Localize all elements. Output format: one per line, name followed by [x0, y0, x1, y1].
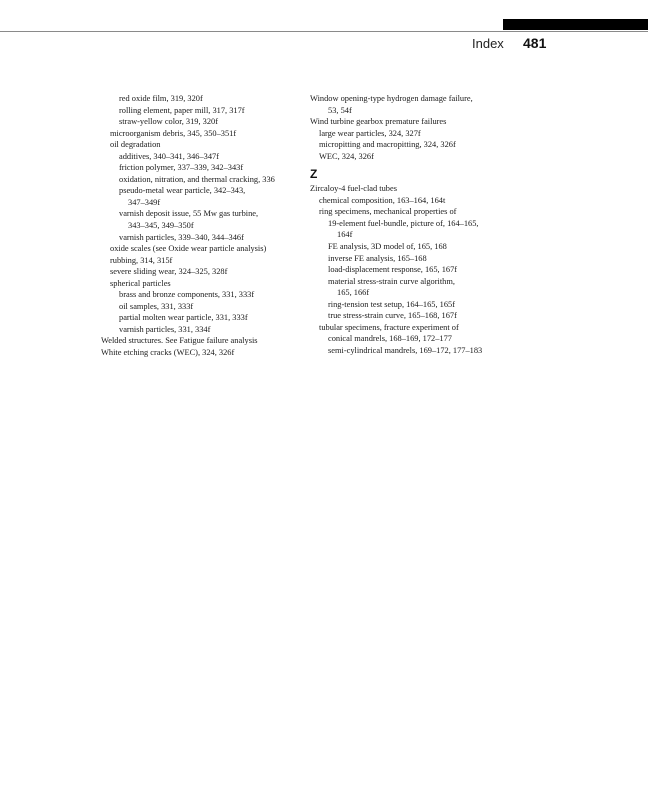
index-entry: chemical composition, 163–164, 164t [319, 195, 446, 205]
index-entry: conical mandrels, 168–169, 172–177 [328, 334, 452, 344]
index-entry: oil samples, 331, 333f [119, 301, 194, 311]
index-entry: 19-element fuel-bundle, picture of, 164–165, [328, 218, 479, 228]
index-entry: WEC, 324, 326f [319, 151, 374, 161]
index-section-z [310, 183, 530, 356]
index-entry: 53, 54f [328, 105, 352, 115]
index-entry: load-displacement response, 165, 167f [328, 265, 458, 275]
index-entry: White etching cracks (WEC), 324, 326f [101, 348, 235, 358]
index-entry: spherical particles [110, 278, 171, 288]
index-entry: tubular specimens, fracture experiment of [319, 322, 459, 332]
index-entry: ring specimens, mechanical properties of [319, 207, 457, 217]
index-entry: rolling element, paper mill, 317, 317f [119, 105, 245, 115]
index-entry: additives, 340–341, 346–347f [119, 151, 220, 161]
index-entry: Wind turbine gearbox premature failures [310, 117, 447, 127]
index-entry: friction polymer, 337–339, 342–343f [119, 163, 244, 173]
section-letter-z: Z [310, 167, 318, 182]
index-entry: Welded structures. See Fatigue failure analysis [101, 336, 258, 346]
index-entry: micropitting and macropitting, 324, 326f [319, 140, 456, 150]
index-entry: red oxide film, 319, 320f [119, 94, 203, 103]
index-entry: straw-yellow color, 319, 320f [119, 117, 218, 127]
index-entry: 347–349f [128, 197, 161, 207]
index-entry: Zircaloy-4 fuel-clad tubes [310, 184, 397, 194]
index-entry: rubbing, 314, 315f [110, 255, 173, 265]
index-entry: FE analysis, 3D model of, 165, 168 [328, 242, 447, 252]
index-entry: material stress-strain curve algorithm, [328, 276, 455, 286]
index-entry: large wear particles, 324, 327f [319, 128, 421, 138]
index-entry: ring-tension test setup, 164–165, 165f [328, 299, 456, 309]
index-entry: true stress-strain curve, 165–168, 167f [328, 311, 457, 321]
index-entry: 165, 166f [337, 288, 370, 298]
index-entry: 343–345, 349–350f [128, 221, 194, 231]
index-entry: varnish deposit issue, 55 Mw gas turbine, [119, 209, 259, 219]
index-entry: Window opening-type hydrogen damage failure, [310, 94, 473, 103]
index-entry: oil degradation [110, 140, 161, 150]
page-number: 481 [523, 35, 547, 51]
index-entry: microorganism debris, 345, 350–351f [110, 128, 237, 138]
index-entry: partial molten wear particle, 331, 333f [119, 313, 248, 323]
index-column-left [101, 93, 321, 359]
index-entry: varnish particles, 331, 334f [119, 324, 211, 334]
index-entry: 164f [337, 230, 353, 240]
index-entry: oxide scales (see Oxide wear particle analysis) [110, 244, 267, 254]
index-entry: pseudo-metal wear particle, 342–343, [119, 186, 246, 196]
index-section-w [310, 93, 530, 162]
index-entry: inverse FE analysis, 165–168 [328, 253, 427, 263]
index-column-right [310, 93, 530, 356]
index-entry: varnish particles, 339–340, 344–346f [119, 232, 244, 242]
index-entry: oxidation, nitration, and thermal cracking, 336 [119, 174, 275, 184]
index-entry: semi-cylindrical mandrels, 169–172, 177–183 [328, 345, 483, 355]
running-title: Index [472, 36, 504, 51]
header-rule [0, 31, 648, 32]
index-entry: severe sliding wear, 324–325, 328f [110, 267, 228, 277]
index-entry: brass and bronze components, 331, 333f [119, 290, 255, 300]
header-black-bar [503, 19, 648, 30]
